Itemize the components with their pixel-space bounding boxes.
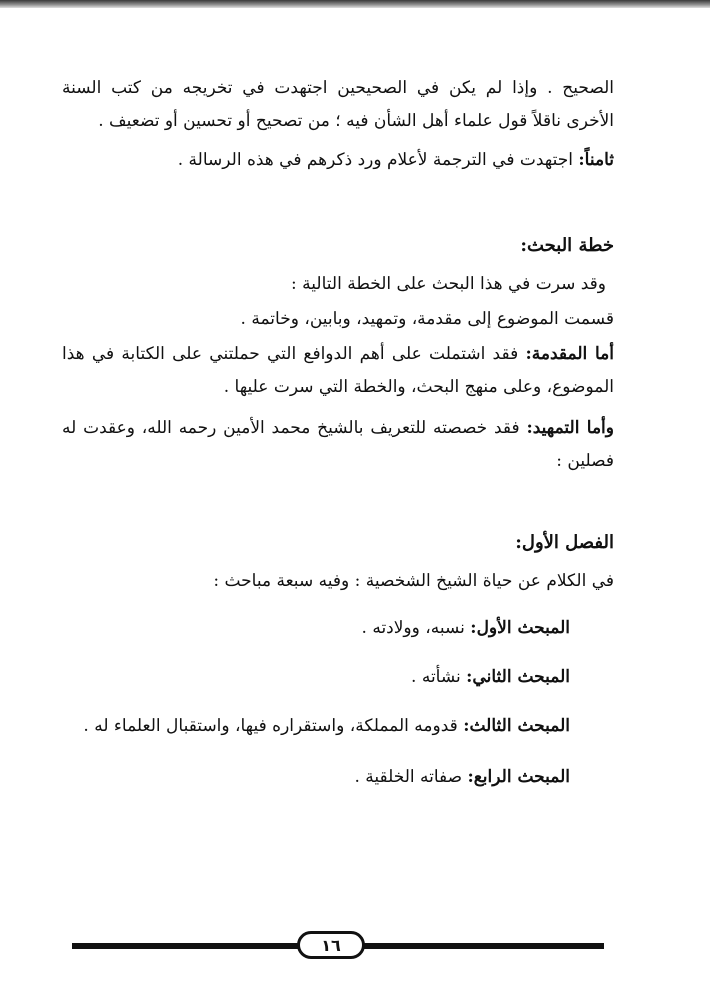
section-2-label: المبحث الثاني: — [466, 667, 570, 687]
plan-preface-text: فقد خصصته للتعريف بالشيخ محمد الأمين رحمه الله، وعقدت له فصلين : — [62, 418, 614, 471]
section-4 — [62, 761, 614, 794]
section-2 — [62, 661, 614, 694]
plan-intro: وقد سرت في هذا البحث على الخطة التالية : — [291, 274, 606, 294]
section-3 — [62, 710, 614, 743]
plan-introduction-text: فقد اشتملت على أهم الدوافع التي حملتني على الكتابة في هذا الموضوع، وعلى منهج البحث، والخطة التي سرت عليها . — [62, 344, 614, 397]
plan-introduction-label: أما المقدمة: — [525, 344, 614, 364]
plan-introduction-paragraph — [62, 338, 614, 404]
section-1 — [62, 612, 614, 645]
section-1-label: المبحث الأول: — [470, 618, 570, 638]
item-eighth — [62, 144, 614, 177]
plan-preface-label: وأما التمهيد: — [526, 418, 614, 438]
plan-division: قسمت الموضوع إلى مقدمة، وتمهيد، وبابين، وخاتمة . — [240, 309, 614, 329]
page-footer — [72, 929, 604, 965]
section-3-label: المبحث الثالث: — [463, 716, 570, 736]
chapter-1-intro: في الكلام عن حياة الشيخ الشخصية : وفيه سبعة مباحث : — [213, 571, 614, 591]
section-4-text: صفاته الخلقية . — [354, 767, 468, 787]
page-body — [62, 72, 614, 794]
item-eighth-text: اجتهدت في الترجمة لأعلام ورد ذكرهم في هذه الرسالة . — [177, 150, 579, 170]
section-2-text: نشأته . — [411, 667, 467, 687]
section-3-text: قدومه المملكة، واستقراره فيها، واستقبال العلماء له . — [83, 716, 464, 736]
section-1-text: نسبه، وولادته . — [361, 618, 471, 638]
page-number: ١٦ — [297, 931, 365, 959]
paragraph-takhrij: الصحيح . وإذا لم يكن في الصحيحين اجتهدت في تخريجه من كتب السنة الأخرى ناقلاً قول علماء أهل الشأن فيه ؛ من تصحيح أو تحسين أو تضعيف . — [62, 78, 614, 131]
chapter-1-heading: الفصل الأول: — [515, 532, 614, 553]
plan-heading: خطة البحث: — [520, 235, 614, 256]
top-edge-rule — [0, 0, 710, 8]
section-4-label: المبحث الرابع: — [467, 767, 570, 787]
plan-preface-paragraph — [62, 412, 614, 478]
item-eighth-label: ثامناً: — [578, 150, 614, 170]
